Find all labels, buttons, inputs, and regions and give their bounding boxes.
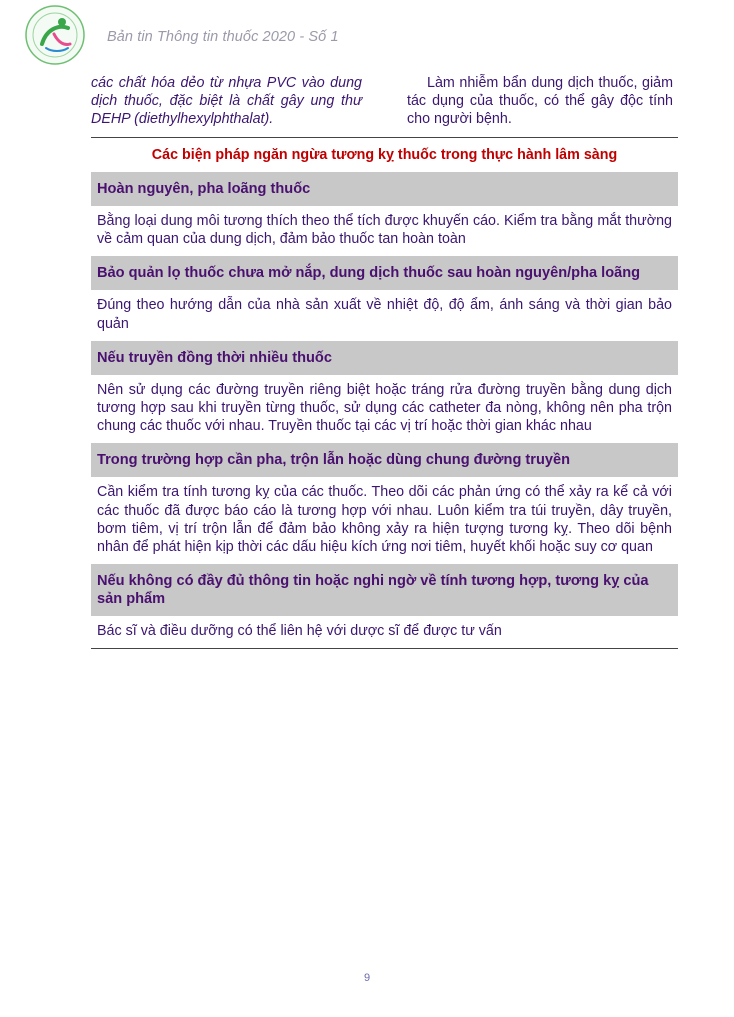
divider-top bbox=[91, 137, 678, 138]
intro-right-text: Làm nhiễm bẩn dung dịch thuốc, giảm tác dụng của thuốc, có thể gây độc tính cho người bệnh. bbox=[407, 75, 673, 127]
measure-heading-insufficient-info: Nếu không có đầy đủ thông tin hoặc nghi ngờ về tính tương hợp, tương kỵ của sản phẩm bbox=[91, 564, 678, 616]
divider-bottom bbox=[91, 648, 678, 649]
bulletin-title: Bản tin Thông tin thuốc 2020 - Số 1 bbox=[107, 29, 339, 45]
measure-heading-mixing: Trong trường hợp cần pha, trộn lẫn hoặc dùng chung đường truyền bbox=[91, 443, 678, 477]
intro-left-text: các chất hóa dẻo từ nhựa PVC vào dung dịch thuốc, đặc biệt là chất gây ung thư DEHP (diethylhexylphthalat). bbox=[91, 75, 362, 127]
page-header bbox=[0, 0, 734, 72]
page-number: 9 bbox=[363, 972, 371, 984]
measure-body-concurrent-infusion: Nên sử dụng các đường truyền riêng biệt hoặc tráng rửa đường truyền bằng dung dịch tương hợp sau khi truyền từng thuốc, sử dụng các catheter đa nòng, không nên pha trộn chung các thuốc với nhau. Truyền thuốc tại các vị trí hoặc thời gian khác nhau bbox=[97, 381, 672, 435]
hospital-logo-icon bbox=[24, 4, 86, 66]
measure-body-reconstitution: Bằng loại dung môi tương thích theo thể tích được khuyến cáo. Kiểm tra bằng mắt thường về cảm quan của dung dịch, đảm bảo thuốc tan hoàn toàn bbox=[97, 213, 672, 248]
measure-body-insufficient-info: Bác sĩ và điều dưỡng có thể liên hệ với dược sĩ để được tư vấn bbox=[97, 623, 502, 640]
measure-body-storage: Đúng theo hướng dẫn của nhà sản xuất về nhiệt độ, độ ẩm, ánh sáng và thời gian bảo quản bbox=[97, 297, 672, 332]
section-title: Các biện pháp ngăn ngừa tương kỵ thuốc trong thực hành lâm sàng bbox=[151, 147, 618, 163]
measures-table bbox=[91, 172, 678, 649]
measure-heading-storage: Bảo quản lọ thuốc chưa mở nắp, dung dịch thuốc sau hoàn nguyên/pha loãng bbox=[91, 256, 678, 290]
measure-heading-reconstitution: Hoàn nguyên, pha loãng thuốc bbox=[91, 172, 678, 206]
measure-body-mixing: Cần kiểm tra tính tương kỵ của các thuốc. Theo dõi các phản ứng có thể xảy ra kể cả với các thuốc đã được báo cáo là tương hợp với nhau. Luôn kiểm tra túi truyền, dây truyền, bơm tiêm, vị trí trộn lẫn để đảm bảo không xảy ra hiện tượng tương kỵ. Theo dõi bệnh nhân để phát hiện kịp thời các dấu hiệu kích ứng nơi tiêm, huyết khối hoặc suy cơ quan bbox=[97, 484, 672, 556]
measure-heading-concurrent-infusion: Nếu truyền đồng thời nhiều thuốc bbox=[91, 341, 678, 375]
